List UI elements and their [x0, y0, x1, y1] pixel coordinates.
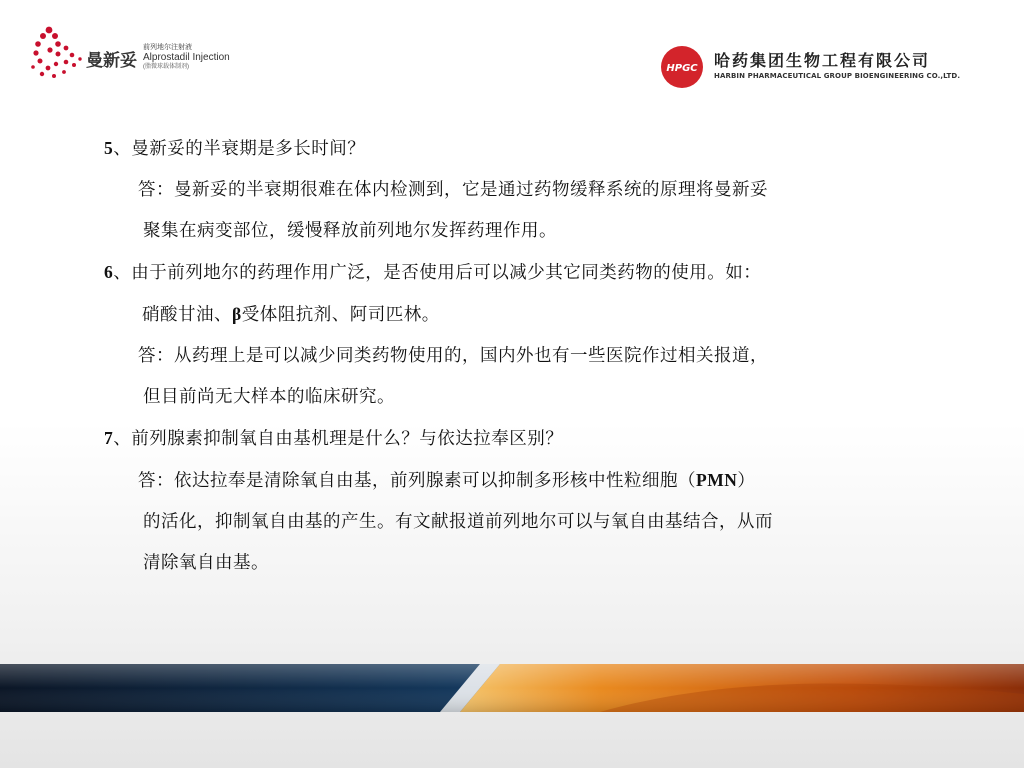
question-7-number: 7: [104, 428, 114, 448]
brand-sub-cn: 前列地尔注射液: [143, 44, 192, 51]
footer-band: [0, 664, 1024, 712]
question-6: [104, 260, 964, 327]
pmn-abbrev: PMN: [696, 470, 738, 490]
answer-5: [104, 178, 964, 243]
hpgc-mark: HPGC: [666, 63, 698, 74]
faq-content: [104, 136, 964, 592]
brand-subtitle: [143, 44, 230, 70]
answer-7-line-3: 清除氧自由基。: [143, 553, 269, 573]
question-5: [104, 136, 964, 161]
question-7: [104, 426, 964, 451]
answer-6: [104, 344, 964, 409]
answer-6-line-1: 答：从药理上是可以减少同类药物使用的，国内外也有一些医院作过相关报道，: [138, 346, 768, 366]
answer-7-line-2: 的活化，抑制氧自由基的产生。有文献报道前列地尔可以与氧自由基结合，从而: [143, 512, 773, 532]
question-6-line-2: 硝酸甘油、β受体阻抗剂、阿司匹林。: [142, 304, 440, 325]
brand-sub-en: Alprostadil Injection: [143, 52, 230, 64]
answer-5-line-2: 聚集在病变部位，缓慢释放前列地尔发挥药理作用。: [143, 221, 557, 241]
answer-6-line-2: 但目前尚无大样本的临床研究。: [143, 387, 395, 407]
question-5-number: 5: [104, 138, 114, 158]
footer-band-graphic: [0, 664, 1024, 712]
question-6-line-1: 、由于前列地尔的药理作用广泛，是否使用后可以减少其它同类药物的使用。如：: [113, 263, 762, 283]
beta-symbol: β: [232, 304, 242, 324]
brand-name: 曼新妥: [86, 51, 137, 71]
question-5-text: 、曼新妥的半衰期是多长时间？: [113, 139, 366, 159]
company-name-cn: 哈药集团生物工程有限公司: [714, 51, 931, 70]
brand-note: (脂微球载体制剂): [143, 63, 189, 70]
answer-5-line-1: 答：曼新妥的半衰期很难在体内检测到，它是通过药物缓释系统的原理将曼新妥: [138, 180, 768, 200]
hpgc-logo-icon: [660, 45, 704, 89]
question-6-number: 6: [104, 262, 114, 282]
answer-7-line-1: 答：依达拉奉是清除氧自由基，前列腺素可以抑制多形核中性粒细胞（PMN）: [138, 470, 756, 491]
brand-logo: [28, 24, 228, 86]
answer-7: [104, 468, 964, 575]
question-7-text: 、前列腺素抑制氧自由基机理是什么？与依达拉奉区别？: [113, 429, 564, 449]
company-logo: [660, 45, 980, 89]
brand-dots-icon: [28, 24, 88, 84]
company-name-en: HARBIN PHARMACEUTICAL GROUP BIOENGINEERING CO.,LTD.: [714, 72, 961, 80]
